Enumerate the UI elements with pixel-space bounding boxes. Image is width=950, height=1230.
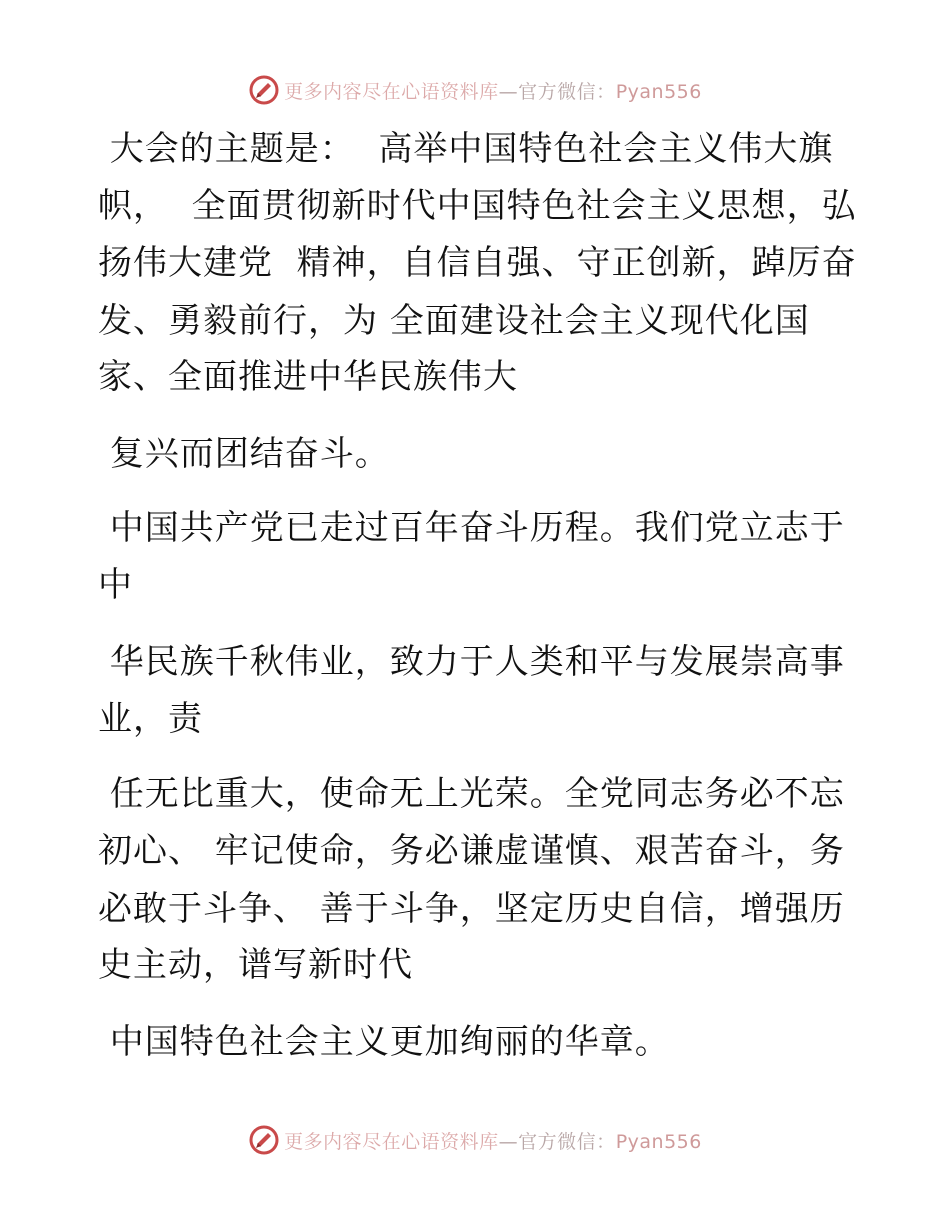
text-line: 初心、 牢记使命，务必谦虚谨慎、艰苦奋斗，务 [98,831,845,871]
text-line: 必敢于斗争、 善于斗争，坚定历史自信，增强历 [98,889,845,929]
text-line: 任无比重大，使命无上光荣。全党同志务必不忘 [98,774,845,814]
banner-middle: 官方微信： [518,1130,616,1153]
text-line: 业，责 [98,699,203,739]
text-line: 扬伟大建党 精神，自信自强、守正创新，踔厉奋 [98,243,857,283]
text-line: 史主动，谱写新时代 [98,945,413,985]
text-line: 中国共产党已走过百年奋斗历程。我们党立志于 [98,508,845,548]
text-line: 中 [98,565,133,605]
banner-text [284,1127,702,1154]
text-line: 发、勇毅前行，为 全面建设社会主义现代化国 [98,301,810,341]
banner-dash: — [498,1130,519,1153]
banner-middle: 官方微信： [518,80,616,103]
text-line: 家、全面推进中华民族伟大 [98,357,518,397]
banner-prefix: 更多内容尽在心语资料库 [284,1130,499,1153]
banner-prefix: 更多内容尽在心语资料库 [284,80,499,103]
brand-logo-icon [248,1124,280,1156]
text-line: 帜， 全面贯彻新时代中国特色社会主义思想，弘 [98,186,857,226]
banner-account: Pyan556 [615,1130,702,1153]
text-line: 中国特色社会主义更加绚丽的华章。 [98,1022,670,1062]
text-line: 复兴而团结奋斗。 [98,434,390,474]
banner-account: Pyan556 [615,80,702,103]
footer-banner [0,1120,950,1160]
text-line: 华民族千秋伟业，致力于人类和平与发展崇高事 [98,642,845,682]
banner-dash: — [498,80,519,103]
text-line: 大会的主题是： 高举中国特色社会主义伟大旗 [98,129,834,169]
